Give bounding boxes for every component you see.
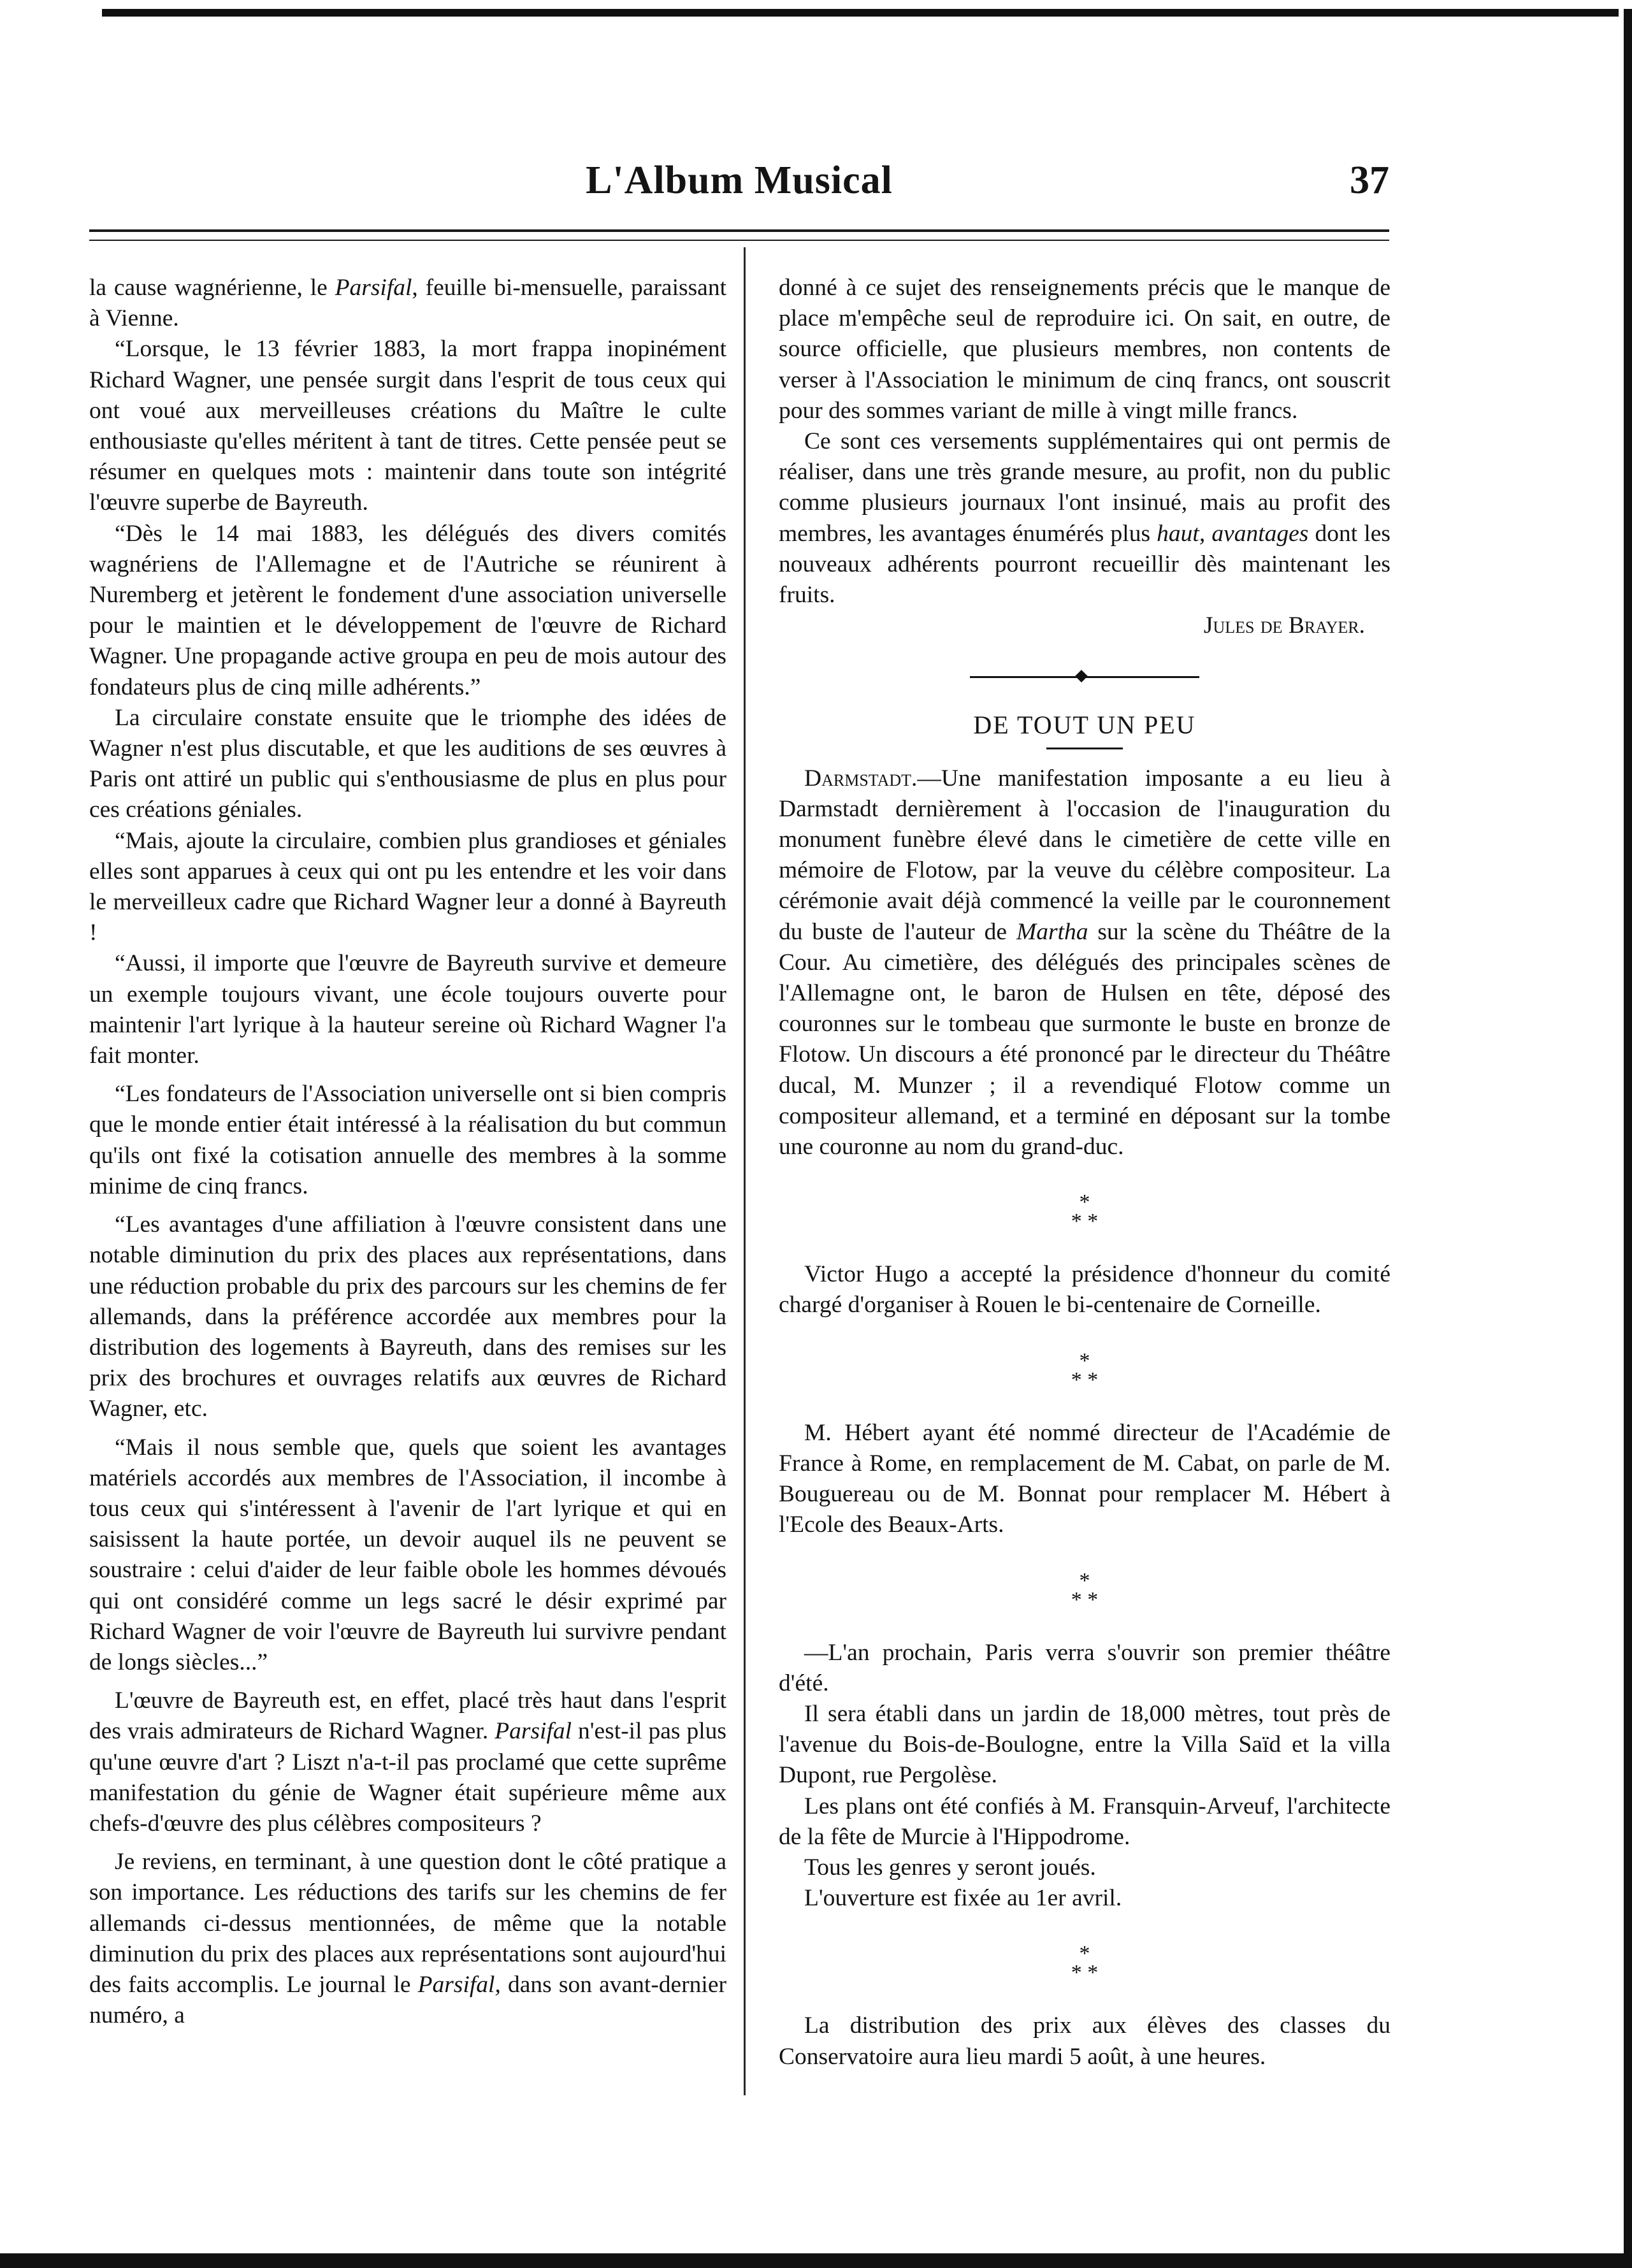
right-column (779, 273, 1390, 2072)
paragraph: L'œuvre de Bayreuth est, en effet, placé très haut dans l'esprit des vrais admirateurs de Richard Wagner. Parsifal n'est-il pas plus qu'une œuvre d'art ? Liszt n'a-t-il pas proclamé que cette suprême manifestation du génie de Wagner était supérieure même aux chefs-d'œuvre des plus célèbres compositeurs ? (89, 1687, 726, 1837)
news-item-paris: Les plans ont été confiés à M. Fransquin-Arveuf, l'architecte de la fête de Murcie à l'Hippodrome. (779, 1793, 1390, 1850)
page-header (89, 158, 1389, 209)
paragraph: La circulaire constate ensuite que le triomphe des idées de Wagner n'est plus discutable, et que les auditions de ses œuvres à Paris ont attiré un public qui s'enthousiasme de plus en plus pour ces créations géniales. (89, 704, 726, 823)
paragraph: “Lorsque, le 13 février 1883, la mort frappa inopinément Richard Wagner, une pensée surgit dans l'esprit de tous ceux qui ont voué aux merveilleuses créations du Maître le culte enthousiaste qu'elles méritent à tant de titres. Cette pensée peut se résumer en quelques mots : maintenir dans toute son intégrité l'œuvre superbe de Bayreuth. (89, 336, 726, 516)
header-rule-thin (89, 240, 1389, 241)
paragraph: “Mais il nous semble que, quels que soient les avantages matériels accordés aux membres de l'Association, il incombe à tous ceux qui s'intéressent à l'avenir de l'art lyrique et qui en saisissent la haute portée, un devoir auquel ils ne peuvent se soustraire : celui d'aider de leur faible obole les hommes dévoués qui ont considéré comme un legs sacré le désir exprimé par Richard Wagner de voir l'œuvre de Bayreuth lui survivre pendant de longs siècles...” (89, 1434, 726, 1675)
scan-border-top (102, 9, 1619, 17)
paragraph: donné à ce sujet des renseignements précis que le manque de place m'empêche seul de reproduire ici. On sait, en outre, de source officielle, que plusieurs membres, non contents de verser à l'Association le minimum de cinq francs, ont souscrit pour des sommes variant de mille à vingt mille francs. (779, 275, 1390, 424)
asterism-separator: * * * (1071, 1190, 1099, 1234)
paragraph: “Les fondateurs de l'Association universelle ont si bien compris que le monde entier était intéressé à la réalisation du but commun qu'ils ont fixé la cotisation annuelle des membres à la somme minime de cinq francs. (89, 1081, 726, 1199)
emphasis: Parsifal (335, 275, 412, 301)
header-rule-thick (89, 229, 1389, 232)
author-signature: Jules de Brayer. (1203, 612, 1365, 639)
paragraph: la cause wagnérienne, le Parsifal, feuille bi-mensuelle, paraissant à Vienne. (89, 275, 726, 332)
section-heading: DE TOUT UN PEU (973, 711, 1196, 740)
paragraph: “Mais, ajoute la circulaire, combien plus grandioses et géniales elles sont apparues à ceux qui ont pu les entendre et les voir dans le merveilleux cadre que Richard Wagner leur a donné à Bayreuth ! (89, 827, 726, 946)
asterism-separator: * * * (1071, 1348, 1099, 1392)
emphasis: haut, avantages (1157, 520, 1309, 547)
asterism-separator: * * * (1071, 1568, 1099, 1612)
news-item-darmstadt: Darmstadt.—Une manifestation imposante a eu lieu à Darmstadt dernièrement à l'occasion de l'inauguration du monument funèbre élevé dans le cimetière de cette ville en mémoire de Flotow, par la veuve du célèbre compositeur. La cérémonie avait déjà commencé la veille par le couronnement du buste de l'auteur de Martha sur la scène du Théâtre de la Cour. Au cimetière, des délégués des principales scènes de l'Allemagne ont, le baron de Hulsen en tête, déposé des couronnes sur le tombeau que surmonte le buste en bronze de Flotow. Un discours a été prononcé par le directeur du Théâtre ducal, M. Munzer ; il a revendiqué Flotow comme un compositeur allemand, et a terminé en déposant sur la tombe une couronne au nom du grand-duc. (779, 765, 1390, 1160)
paragraph: Ce sont ces versements supplémentaires qui ont permis de réaliser, dans une très grande mesure, au profit, non du public comme plusieurs journaux l'ont insinué, mais au profit des membres, les avantages énumérés plus haut, avantages dont les nouveaux adhérents pourront recueillir dès maintenant les fruits. (779, 428, 1390, 609)
page-number: 37 (1350, 159, 1389, 202)
news-item-paris: Il sera établi dans un jardin de 18,000 mètres, tout près de l'avenue du Bois-de-Boulogne, entre la Villa Saïd et la villa Dupont, rue Pergolèse. (779, 1700, 1390, 1789)
news-item-paris: L'ouverture est fixée au 1er avril. (804, 1885, 1122, 1912)
news-item-hugo: Victor Hugo a accepté la présidence d'honneur du comité chargé d'organiser à Rouen le bi-centenaire de Corneille. (779, 1261, 1390, 1318)
paragraph: Je reviens, en terminant, à une question dont le côté pratique a son importance. Les réductions des tarifs sur les chemins de fer allemands ci-dessus mentionnées, de même que la notable diminution du prix des places aux représentations sont aujourd'hui des faits accomplis. Le journal le Parsifal, dans son avant-dernier numéro, a (89, 1849, 726, 2029)
emphasis: Martha (1016, 918, 1088, 945)
dateline: Darmstadt. (804, 765, 918, 791)
emphasis: Parsifal (495, 1718, 572, 1745)
column-divider (744, 247, 746, 2095)
emphasis: Parsifal, (417, 1971, 501, 1998)
journal-title: L'Album Musical (586, 159, 893, 202)
left-column (89, 273, 726, 2031)
paragraph: “Aussi, il importe que l'œuvre de Bayreuth survive et demeure un exemple toujours vivant, une école toujours ouverte pour maintenir l'art lyrique à la hauteur sereine où Richard Wagner l'a fait monter. (89, 950, 726, 1069)
news-item-paris: —L'an prochain, Paris verra s'ouvrir son premier théâtre d'été. (779, 1639, 1390, 1696)
asterism-separator: * * * (1071, 1942, 1099, 1985)
heading-rule (1046, 748, 1123, 749)
ornament-diamond-icon (1075, 670, 1088, 683)
scan-border-bottom (0, 2253, 1632, 2268)
section-ornament (779, 670, 1390, 683)
scan-border-right (1624, 9, 1632, 2268)
paragraph: “Dès le 14 mai 1883, les délégués des divers comités wagnériens de l'Allemagne et de l'Autriche se réunirent à Nuremberg et jetèrent le fondement d'une association universelle pour le maintien et le développement de l'œuvre de Richard Wagner. Une propagande active groupa en peu de mois autour des fondateurs plus de cinq mille adhérents.” (89, 520, 726, 700)
news-item-hebert: M. Hébert ayant été nommé directeur de l'Académie de France à Rome, en remplacement de M. Cabat, on parle de M. Bouguereau ou de M. Bonnat pour remplacer M. Hébert à l'Ecole des Beaux-Arts. (779, 1419, 1390, 1538)
paragraph: “Les avantages d'une affiliation à l'œuvre consistent dans une notable diminution du prix des places aux représentations, dans une réduction probable du prix des parcours sur les chemins de fer allemands, dans la préférence accordée aux membres pour la distribution des logements à Bayreuth, dans des remises sur les prix des brochures et ouvrages relatifs aux œuvres de Richard Wagner, etc. (89, 1211, 726, 1422)
news-item-paris: Tous les genres y seront joués. (804, 1854, 1096, 1881)
news-item-conservatoire: La distribution des prix aux élèves des classes du Conservatoire aura lieu mardi 5 août, à une heures. (779, 2012, 1390, 2070)
